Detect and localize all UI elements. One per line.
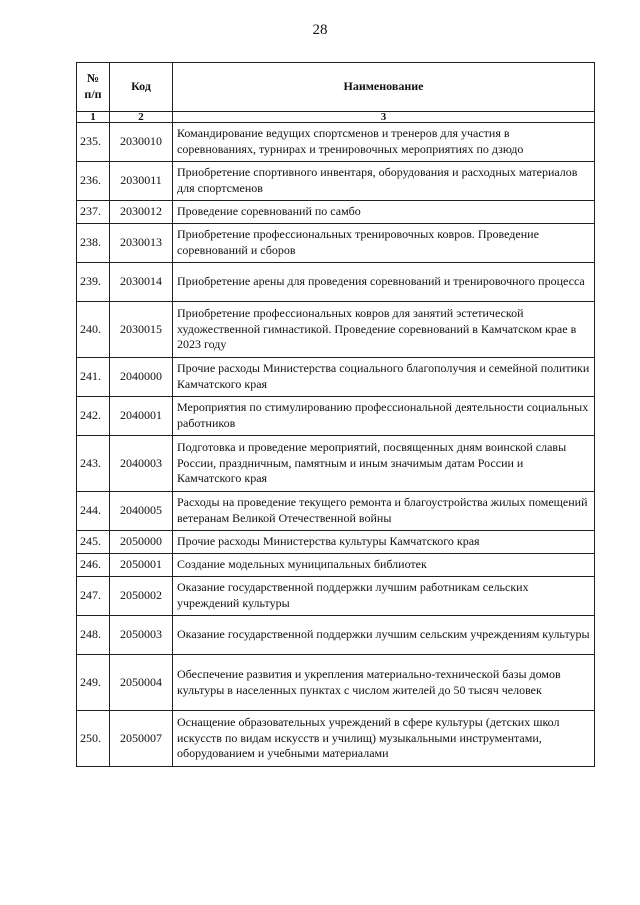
row-number: 249.	[77, 655, 110, 711]
column-number-3: 3	[173, 112, 595, 123]
page-number: 28	[312, 22, 328, 38]
table-row	[77, 302, 595, 358]
table-row	[77, 655, 595, 711]
header-code: Код	[110, 63, 173, 112]
header-number: № п/п	[77, 63, 110, 112]
row-name: Подготовка и проведение мероприятий, посвященных дням воинской славы России, праздничным, памятным и иным значимым датам России и Камчатского края	[173, 436, 595, 492]
row-number: 241.	[77, 358, 110, 397]
row-name: Оснащение образовательных учреждений в сфере культуры (детских школ искусств по видам искусств и училищ) музыкальными инструментами, оборудованием и учебными материалами	[173, 711, 595, 767]
table-row	[77, 162, 595, 201]
table-row	[77, 577, 595, 616]
row-name: Приобретение профессиональных тренировочных ковров. Проведение соревнований и сборов	[173, 224, 595, 263]
row-number: 250.	[77, 711, 110, 767]
row-code: 2050007	[110, 711, 173, 767]
table-row	[77, 711, 595, 767]
row-code: 2030014	[110, 263, 173, 302]
table-row	[77, 224, 595, 263]
row-name: Прочие расходы Министерства социального благополучия и семейной политики Камчатского края	[173, 358, 595, 397]
row-name: Приобретение арены для проведения соревнований и тренировочного процесса	[173, 263, 595, 302]
row-name: Расходы на проведение текущего ремонта и благоустройства жилых помещений ветеранам Великой Отечественной войны	[173, 492, 595, 531]
row-number: 239.	[77, 263, 110, 302]
row-number: 242.	[77, 397, 110, 436]
row-code: 2050001	[110, 554, 173, 577]
row-code: 2050002	[110, 577, 173, 616]
row-name: Проведение соревнований по самбо	[173, 201, 595, 224]
column-number-row	[77, 112, 595, 123]
row-code: 2050003	[110, 616, 173, 655]
row-number: 240.	[77, 302, 110, 358]
row-number: 248.	[77, 616, 110, 655]
header-name: Наименование	[173, 63, 595, 112]
table-row	[77, 397, 595, 436]
row-name: Оказание государственной поддержки лучшим сельским учреждениям культуры	[173, 616, 595, 655]
table-row	[77, 492, 595, 531]
table-row	[77, 554, 595, 577]
row-number: 245.	[77, 531, 110, 554]
column-number-1: 1	[77, 112, 110, 123]
row-number: 236.	[77, 162, 110, 201]
row-code: 2030010	[110, 123, 173, 162]
row-name: Обеспечение развития и укрепления материально-технической базы домов культуры в населенных пунктах с числом жителей до 50 тысяч человек	[173, 655, 595, 711]
row-name: Командирование ведущих спортсменов и тренеров для участия в соревнованиях, турнирах и тренировочных мероприятиях по дзюдо	[173, 123, 595, 162]
row-code: 2040005	[110, 492, 173, 531]
row-code: 2040001	[110, 397, 173, 436]
column-number-2: 2	[110, 112, 173, 123]
row-number: 247.	[77, 577, 110, 616]
row-number: 243.	[77, 436, 110, 492]
table-row	[77, 201, 595, 224]
row-code: 2050000	[110, 531, 173, 554]
row-code: 2040003	[110, 436, 173, 492]
table-row	[77, 123, 595, 162]
table-row	[77, 436, 595, 492]
table-row	[77, 531, 595, 554]
row-name: Приобретение профессиональных ковров для занятий эстетической художественной гимнастикой. Проведение соревнований в Камчатском крае в 2023 году	[173, 302, 595, 358]
table-row	[77, 358, 595, 397]
table-row	[77, 263, 595, 302]
codes-table	[76, 62, 595, 767]
row-code: 2030012	[110, 201, 173, 224]
table-row	[77, 616, 595, 655]
row-name: Мероприятия по стимулированию профессиональной деятельности социальных работников	[173, 397, 595, 436]
row-number: 237.	[77, 201, 110, 224]
row-name: Оказание государственной поддержки лучшим работникам сельских учреждений культуры	[173, 577, 595, 616]
table-header-row	[77, 63, 595, 112]
row-number: 246.	[77, 554, 110, 577]
row-code: 2030015	[110, 302, 173, 358]
row-code: 2050004	[110, 655, 173, 711]
row-name: Приобретение спортивного инвентаря, оборудования и расходных материалов для спортсменов	[173, 162, 595, 201]
row-code: 2040000	[110, 358, 173, 397]
row-name: Создание модельных муниципальных библиотек	[173, 554, 595, 577]
row-number: 244.	[77, 492, 110, 531]
row-number: 235.	[77, 123, 110, 162]
row-number: 238.	[77, 224, 110, 263]
row-name: Прочие расходы Министерства культуры Камчатского края	[173, 531, 595, 554]
row-code: 2030013	[110, 224, 173, 263]
row-code: 2030011	[110, 162, 173, 201]
